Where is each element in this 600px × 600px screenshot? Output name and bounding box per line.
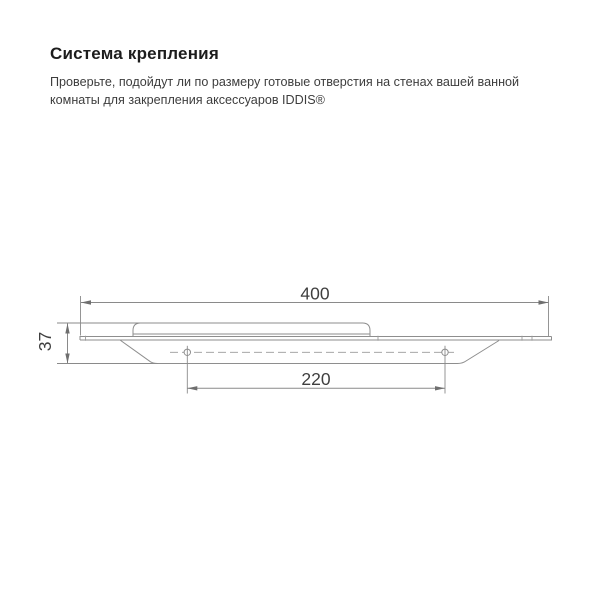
dim-label-220: 220 xyxy=(301,369,331,389)
dim-label-37: 37 xyxy=(35,331,55,352)
shelf-profile xyxy=(80,323,552,364)
arrow-left-icon xyxy=(187,386,197,390)
arrow-up-icon xyxy=(65,324,69,334)
page-title: Система крепления xyxy=(50,44,219,63)
shelf-edge-bar xyxy=(80,337,552,341)
page-description: Проверьте, подойдут ли по размеру готовые отверстия на стенах вашей ванной комнаты для закрепления аксессуаров IDDIS® xyxy=(50,75,520,107)
arrow-down-icon xyxy=(65,354,69,364)
dimension-width-400 xyxy=(81,284,549,337)
dimension-hole-spacing-220 xyxy=(187,346,445,394)
dimension-height-37 xyxy=(35,323,158,364)
arrow-right-icon xyxy=(435,386,445,390)
dim-label-400: 400 xyxy=(300,283,330,304)
arrow-right-icon xyxy=(539,300,549,304)
arrow-left-icon xyxy=(81,300,91,304)
